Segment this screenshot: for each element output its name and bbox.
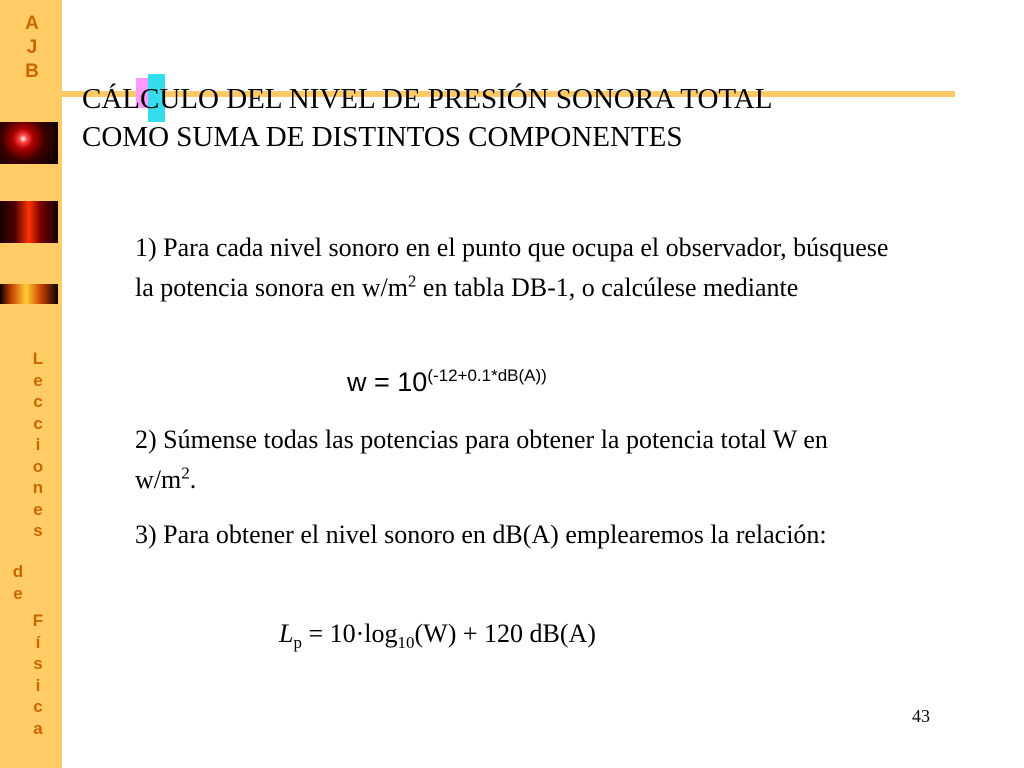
sidebar-letter: í bbox=[35, 632, 41, 652]
step-2 bbox=[135, 420, 895, 500]
sidebar-initials bbox=[20, 14, 44, 86]
sidebar-letter: i bbox=[35, 675, 41, 695]
sidebar-de bbox=[8, 563, 28, 606]
sidebar-letter: i bbox=[35, 435, 41, 454]
sidebar-letter: n bbox=[32, 478, 44, 497]
sidebar-letter: J bbox=[26, 37, 38, 58]
sidebar-letter: s bbox=[33, 654, 43, 673]
sidebar-letter: F bbox=[32, 611, 44, 630]
sound-level-formula bbox=[279, 614, 596, 654]
step-1 bbox=[135, 228, 895, 308]
step-1-text-after: en tabla DB-1, o calcúlese mediante bbox=[416, 273, 799, 302]
step-2-text: 2) Súmense todas las potencias para obtener la potencia total W en w/m bbox=[135, 425, 828, 494]
step-1-text: 1) Para cada nivel sonoro en el punto que ocupa el observador, búsquese la potencia sonora en w/m bbox=[135, 233, 889, 302]
formula-log-base: 10 bbox=[397, 633, 415, 653]
laser-beam-image bbox=[0, 201, 58, 243]
sidebar-letter: c bbox=[33, 392, 43, 411]
sidebar-letter: e bbox=[13, 583, 23, 603]
sidebar-letter: e bbox=[33, 370, 43, 390]
sidebar-letter: d bbox=[12, 562, 24, 581]
sidebar-letter: A bbox=[25, 13, 39, 34]
step-2-sup: 2 bbox=[181, 463, 190, 483]
title-line-2: COMO SUMA DE DISTINTOS COMPONENTES bbox=[82, 121, 683, 153]
red-light-image bbox=[0, 122, 58, 164]
spectrum-image bbox=[0, 284, 58, 304]
formula-end: (W) + 120 dB(A) bbox=[414, 619, 596, 648]
step-1-sup: 2 bbox=[407, 271, 417, 291]
sidebar-letter: c bbox=[33, 697, 43, 716]
sidebar-letter: s bbox=[33, 521, 43, 540]
sidebar-letter: e bbox=[33, 499, 43, 519]
page-number: 43 bbox=[912, 706, 930, 726]
step-2-text-after: . bbox=[189, 465, 197, 494]
sidebar-letter: a bbox=[33, 718, 43, 738]
power-formula-base: w = 10 bbox=[347, 367, 428, 397]
sidebar bbox=[0, 0, 62, 768]
sidebar-letter: B bbox=[25, 61, 39, 82]
sidebar-letter: c bbox=[33, 413, 43, 433]
slide-title bbox=[82, 80, 962, 156]
formula-symbol: L bbox=[279, 619, 294, 648]
formula-symbol-sub: p bbox=[293, 633, 302, 653]
sidebar-lecciones bbox=[28, 350, 48, 544]
sidebar-letter: o bbox=[32, 456, 44, 476]
power-formula bbox=[347, 362, 547, 402]
sidebar-letter: L bbox=[32, 349, 44, 368]
formula-mid: = 10·log bbox=[301, 619, 398, 648]
step-3-text: 3) Para obtener el nivel sonoro en dB(A) emplearemos la relación: bbox=[135, 520, 827, 549]
title-line-1: CÁLCULO DEL NIVEL DE PRESIÓN SONORA TOTAL bbox=[82, 83, 773, 115]
power-formula-exponent: (-12+0.1*dB(A)) bbox=[427, 366, 547, 385]
step-3 bbox=[135, 515, 895, 555]
sidebar-fisica bbox=[28, 612, 48, 741]
